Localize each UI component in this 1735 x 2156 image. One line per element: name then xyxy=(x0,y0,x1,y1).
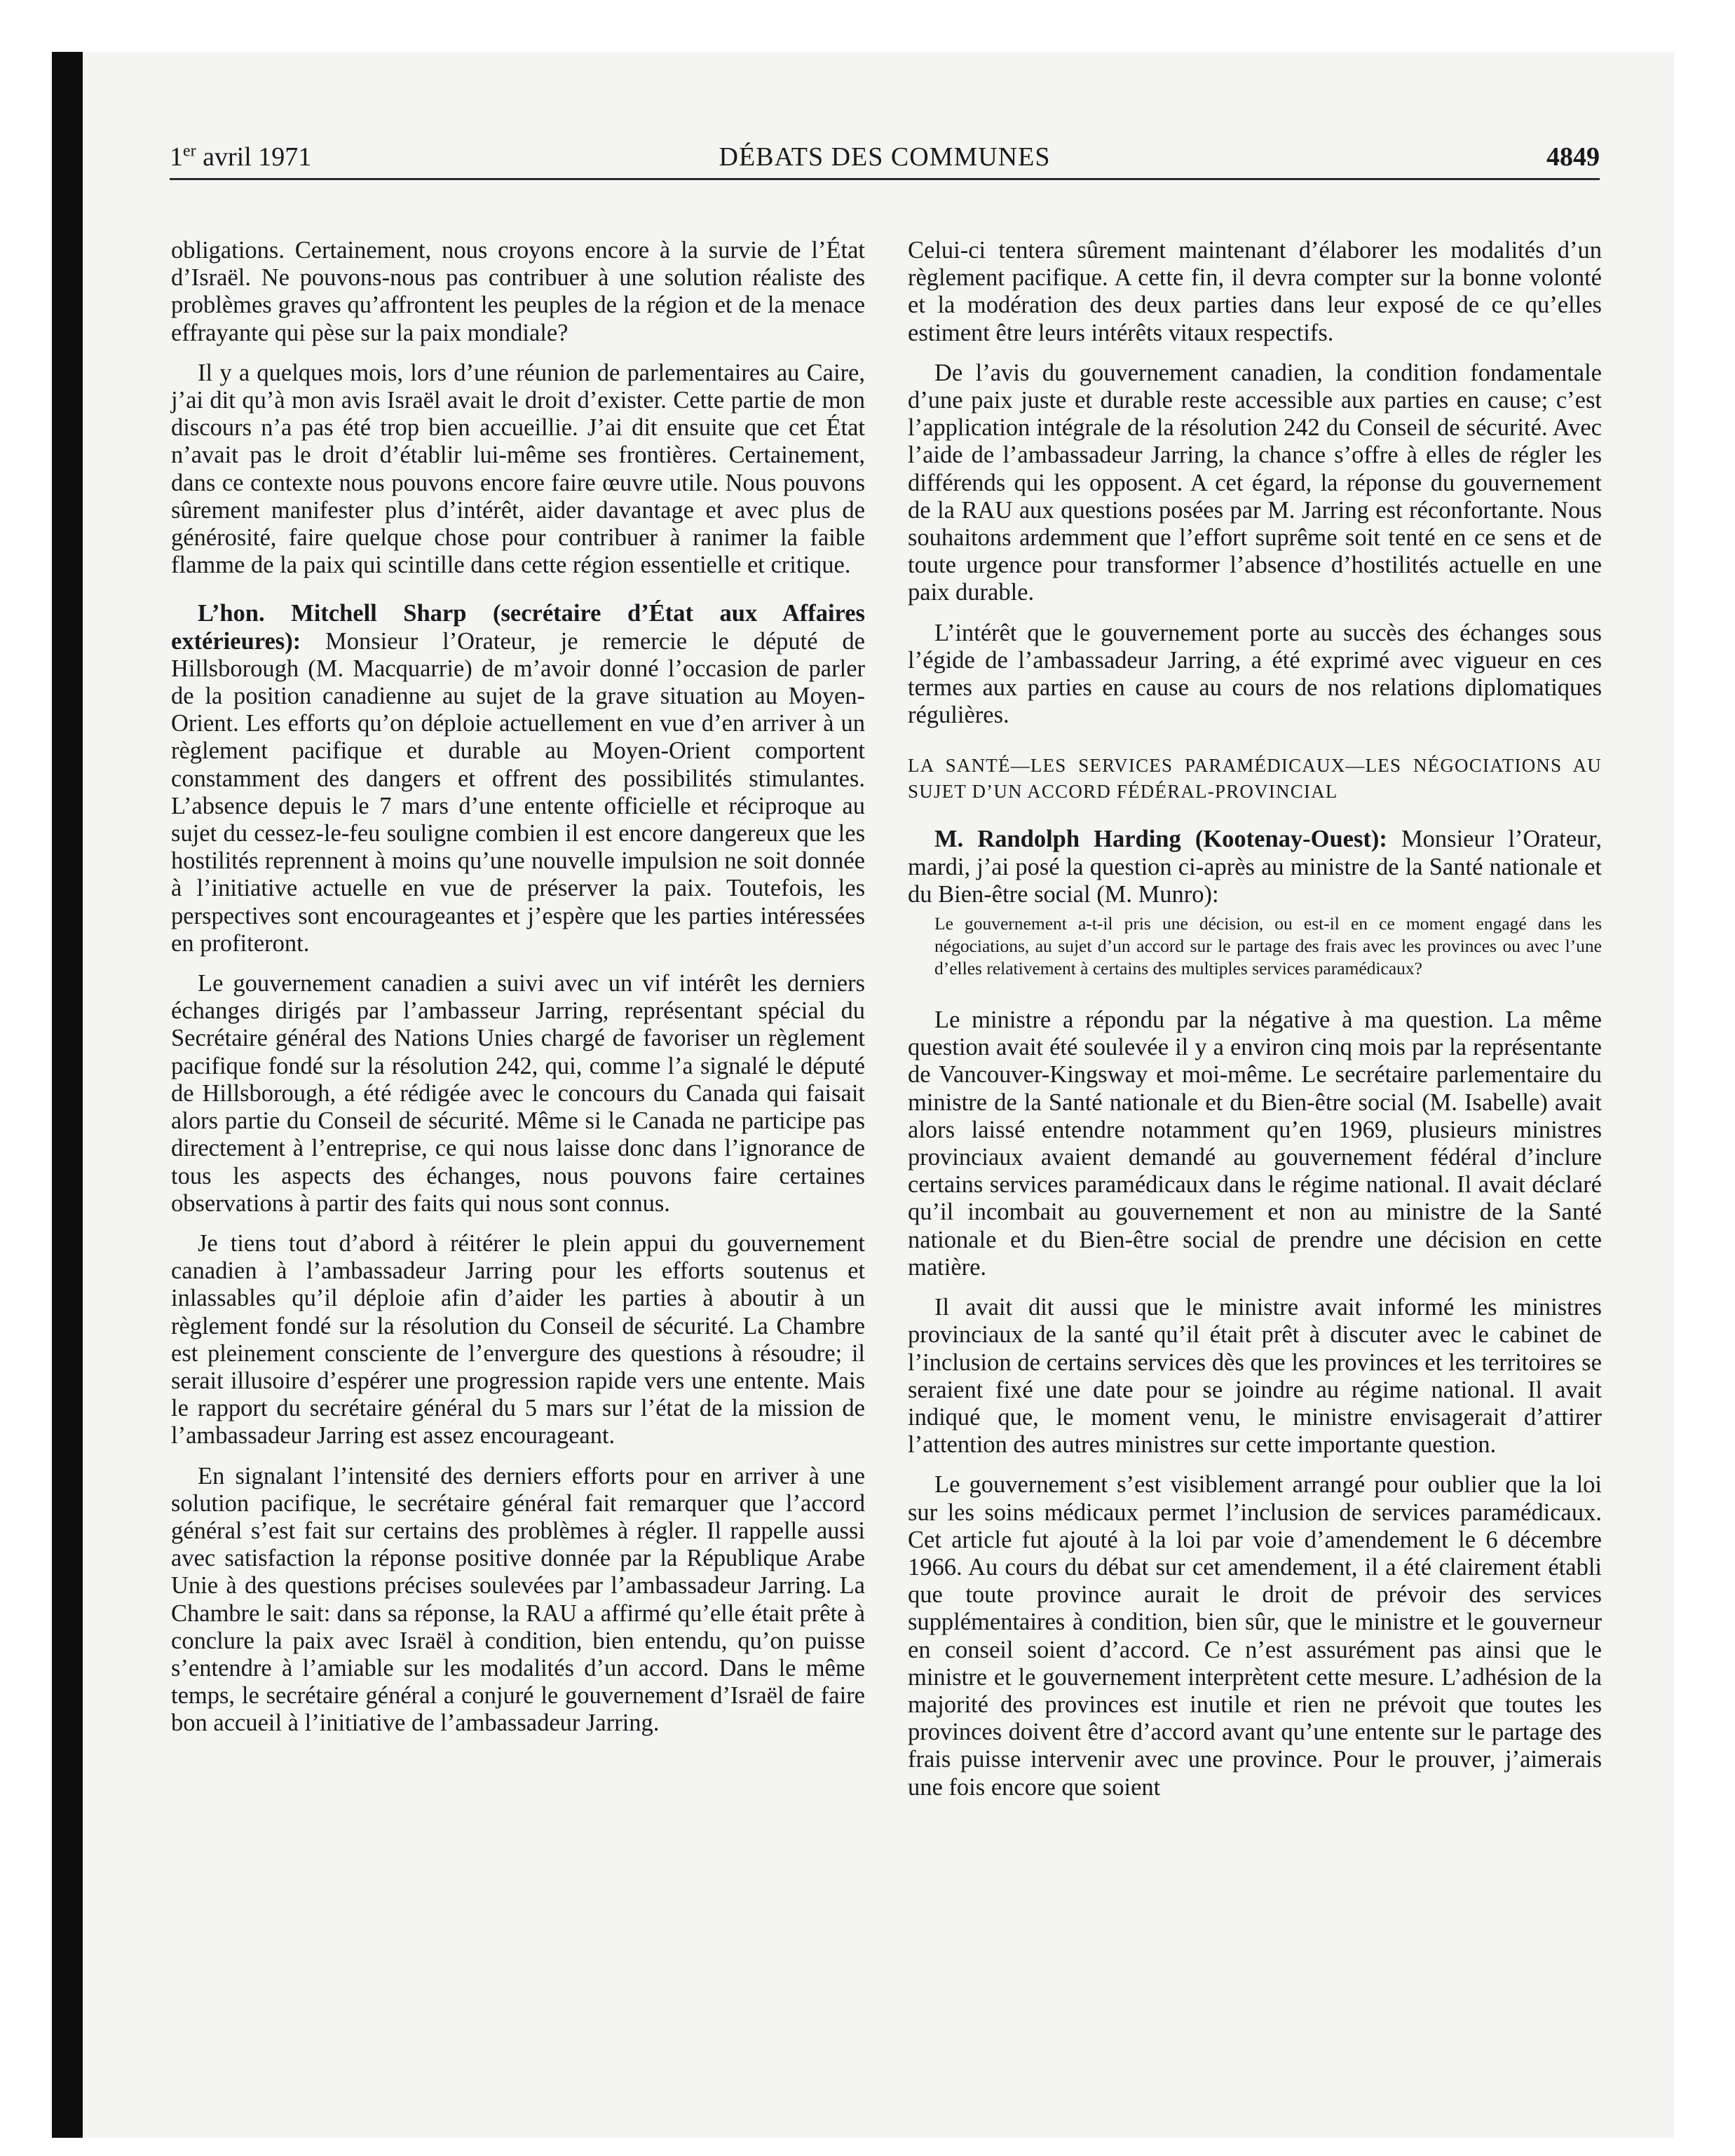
paragraph: Le ministre a répondu par la négative à ma question. La même question avait été soulevée il y a environ cinq mois par la représentante de Vancouver-Kingsway et moi-même. Le secrétaire parlementaire du ministre de la Santé nationale et du Bien-être social (M. Isabelle) avait alors laissé entendre notamment qu’en 1969, plusieurs ministres provinciaux avaient demandé au gouvernement fédéral d’inclure certains services paramédicaux dans le régime national. Il avait déclaré qu’il incombait au gouvernement et non au ministre de la Santé nationale et du Bien-être social de prendre une décision en cette matière. xyxy=(908,1007,1602,1281)
paragraph: Je tiens tout d’abord à réitérer le plein appui du gouvernement canadien à l’ambassadeur Jarring pour les efforts soutenus et inlassables qu’il déploie afin d’aider les parties à aboutir à un règlement fondé sur la résolution du Conseil de sécurité. La Chambre est pleinement consciente de l’envergure des questions à résoudre; il serait illusoire d’espérer une progression rapide vers une entente. Mais le rapport du secrétaire général du 5 mars sur l’état de la mission de l’ambassadeur Jarring est assez encourageant. xyxy=(171,1229,865,1449)
speech-text: Monsieur l’Orateur, mardi, j’ai posé la question ci-après au ministre de la Santé nationale et du Bien-être social (M. Munro): xyxy=(908,826,1602,908)
section-heading: LA SANTÉ—LES SERVICES PARAMÉDICAUX—LES NÉGOCIATIONS AU SUJET D’UN ACCORD FÉDÉRAL-PROVINCIAL xyxy=(908,755,1602,803)
block-quote: Le gouvernement a-t-il pris une décision, ou est-il en ce moment engagé dans les négociations, au sujet d’un accord sur le partage des frais avec les provinces ou avec l’une d’elles relativement à certains des multiples services paramédicaux? xyxy=(934,913,1602,979)
speaker-name: L’hon. Mitchell Sharp (secrétaire d’État aux Affaires extérieures): xyxy=(171,600,865,655)
paragraph: Le gouvernement canadien a suivi avec un vif intérêt les derniers échanges dirigés par l’ambasseur Jarring, représentant spécial du Secrétaire général des Nations Unies chargé de favoriser un règlement pacifique fondé sur la résolution 242, qui, comme l’a signalé le député de Hillsborough, a été rédigée avec le concours du Canada qui faisait alors partie du Conseil de sécurité. Même si le Canada ne participe pas directement à l’entreprise, ce qui nous laisse donc dans l’ignorance de tous les aspects des échanges, nous pouvons faire certaines observations à partir des faits qui nous sont connus. xyxy=(171,970,865,1217)
paragraph: Le gouvernement s’est visiblement arrangé pour oublier que la loi sur les soins médicaux permet l’inclusion de services paramédicaux. Cet article fut ajouté à la loi par voie d’amendement le 6 décembre 1966. Au cours du débat sur cet amendement, il a été clairement établi que toute province aurait le droit de prévoir des services supplémentaires à condition, bien sûr, que le ministre et le gouverneur en conseil soient d’accord. Ce n’est assurément pas ainsi que le ministre et le gouvernement interprètent cette mesure. L’adhésion de la majorité des provinces est inutile et rien ne prévoit que toutes les provinces doivent être d’accord avant qu’une entente sur le partage des frais puisse intervenir avec une province. Pour le prouver, j’aimerais une fois encore que soient xyxy=(908,1471,1602,1801)
paragraph: L’intérêt que le gouvernement porte au succès des échanges sous l’égide de l’ambassadeur Jarring, a été exprimé avec vigueur en ces termes aux parties en cause au cours de nos relations diplomatiques régulières. xyxy=(908,619,1602,729)
page-header xyxy=(170,137,1600,180)
header-page-number: 4849 xyxy=(1546,142,1600,172)
header-title: DÉBATS DES COMMUNES xyxy=(719,142,1051,172)
speaker-name: M. Randolph Harding (Kootenay-Ouest): xyxy=(934,826,1387,853)
paragraph xyxy=(171,600,865,957)
paragraph: Il y a quelques mois, lors d’une réunion de parlementaires au Caire, j’ai dit qu’à mon avis Israël avait le droit d’exister. Cette partie de mon discours n’a pas été trop bien accueillie. J’ai dit ensuite que cet État n’avait pas le droit d’établir lui-même ses frontières. Certainement, dans ce contexte nous pouvons encore faire œuvre utile. Nous pouvons sûrement manifester plus d’intérêt, aider davantage et avec plus de générosité, faire quelque chose pour contribuer à ranimer la faible flamme de la paix qui scintille dans cette région essentielle et critique. xyxy=(171,359,865,579)
paragraph: obligations. Certainement, nous croyons encore à la survie de l’État d’Israël. Ne pouvons-nous pas contribuer à une solution réaliste des problèmes graves qu’affrontent les peuples de la région et de la menace effrayante qui pèse sur la paix mondiale? xyxy=(171,237,865,346)
paragraph: De l’avis du gouvernement canadien, la condition fondamentale d’une paix juste et durable reste accessible aux parties en cause; c’est l’application intégrale de la résolution 242 du Conseil de sécurité. Avec l’aide de l’ambassadeur Jarring, la chance s’offre à elles de régler les différends qui les opposent. A cet égard, la réponse du gouvernement de la RAU aux questions posées par M. Jarring est réconfortante. Nous souhaitons ardemment que l’effort suprême soit tenté en ce sens et de toute urgence pour transformer l’absence d’hostilités actuelle en une paix durable. xyxy=(908,359,1602,606)
right-column xyxy=(908,237,1602,2003)
paragraph: En signalant l’intensité des derniers efforts pour en arriver à une solution pacifique, le secrétaire général fait remarquer que l’accord général s’est fait sur certains des problèmes à régler. Il rappelle aussi avec satisfaction la réponse positive donnée par la République Arabe Unie à des questions précises soulevées par l’ambassadeur Jarring. La Chambre le sait: dans sa réponse, la RAU a affirmé qu’elle était prête à conclure la paix avec Israël à condition, bien entendu, qu’on puisse s’entendre à l’amiable sur les modalités d’un accord. Dans le même temps, le secrétaire général a conjuré le gouvernement d’Israël de faire bon accueil à l’initiative de l’ambassadeur Jarring. xyxy=(171,1462,865,1737)
header-date: 1er avril 1971 xyxy=(170,142,312,172)
paragraph: Il avait dit aussi que le ministre avait informé les ministres provinciaux de la santé qu’il était prêt à discuter avec le cabinet de l’inclusion de certains services dès que les provinces et les territoires se seraient fixé une date pour se joindre au régime national. Il avait indiqué que, le moment venu, le ministre envisagerait d’attirer l’attention des autres ministres sur cette importante question. xyxy=(908,1294,1602,1459)
paragraph: Celui-ci tentera sûrement maintenant d’élaborer les modalités d’un règlement pacifique. A cette fin, il devra compter sur la bonne volonté et la modération des deux parties dans leur exposé de ce qu’elles estiment être leurs intérêts vitaux respectifs. xyxy=(908,237,1602,346)
speech-text: Monsieur l’Orateur, je remercie le député de Hillsborough (M. Macquarrie) de m’avoir donné l’occasion de parler de la position canadienne au sujet de la grave situation au Moyen-Orient. Les efforts qu’on déploie actuellement en vue d’en arriver à un règlement pacifique et durable au Moyen-Orient comportent constamment des dangers et offrent des possibilités stimulantes. L’absence depuis le 7 mars d’une entente officielle et réciproque au sujet du cessez-le-feu souligne combien il est encore dangereux que les hostilités reprennent à moins qu’une nouvelle impulsion ne soit donnée à l’initiative actuelle en vue de préserver la paix. Toutefois, les perspectives sont encourageantes et j’espère que les parties intéressées en profiteront. xyxy=(171,627,865,957)
scan-border xyxy=(52,52,83,2138)
left-column xyxy=(171,237,865,2003)
paragraph xyxy=(908,826,1602,908)
